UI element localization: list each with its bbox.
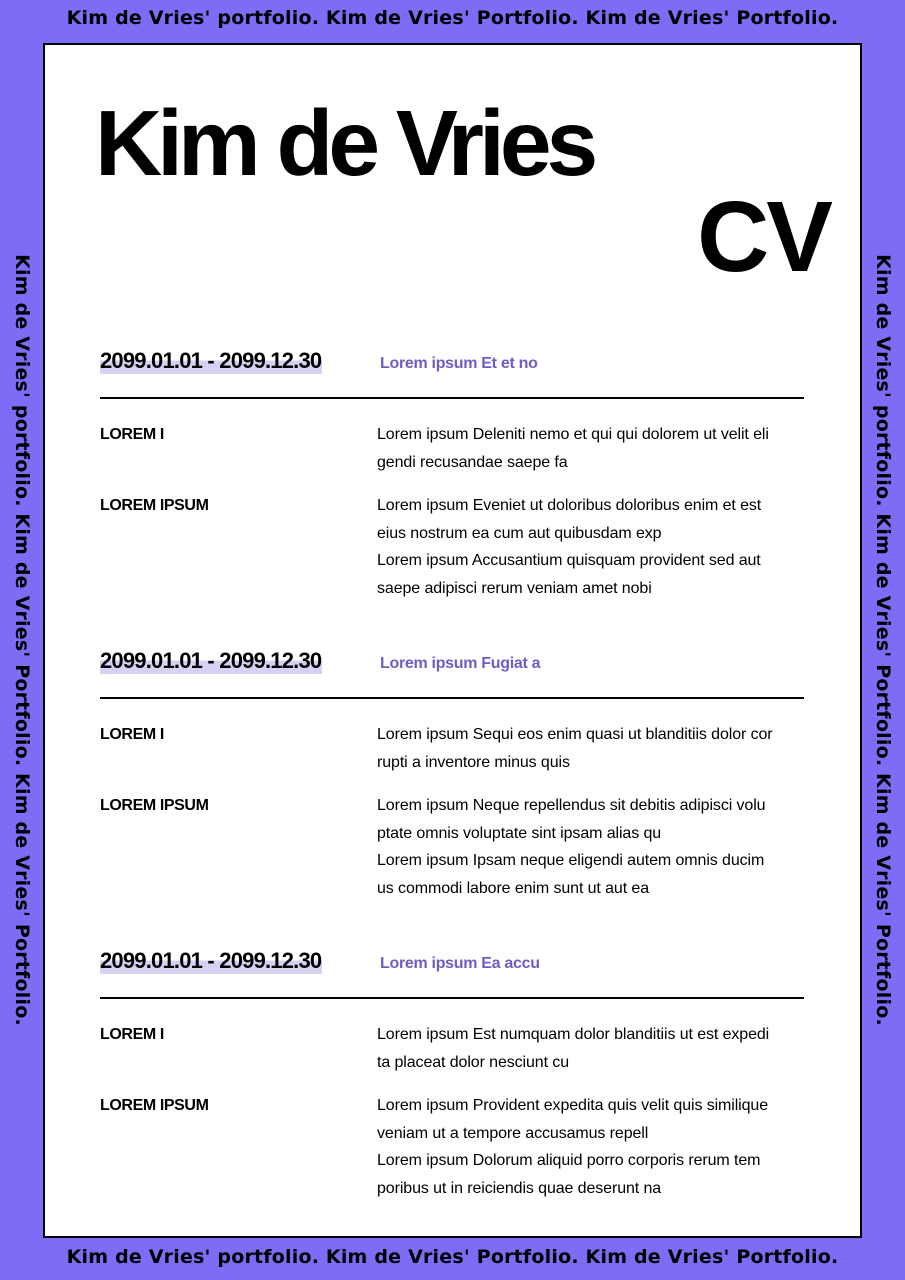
frame-bottom-text: Kim de Vries' portfolio. Kim de Vries' Portfolio. Kim de Vries' Portfolio. — [66, 1246, 839, 1268]
entry-date: 2099.01.01 - 2099.12.30 — [100, 648, 322, 673]
description-line: ta placeat dolor nesciunt cu — [377, 1053, 569, 1071]
row-description — [377, 1021, 804, 1076]
row-label: LOREM IPSUM — [100, 797, 209, 814]
row-label: LOREM IPSUM — [100, 497, 209, 514]
row-description — [377, 1092, 804, 1202]
description-line: us commodi labore enim sunt ut aut ea — [377, 879, 650, 897]
entry-row — [100, 1076, 804, 1202]
entry-row — [100, 476, 804, 602]
entry-row — [100, 399, 804, 476]
entry-role: Lorem ipsum Ea accu — [380, 955, 540, 972]
description-line: Lorem ipsum Eveniet ut doloribus doloribus enim et est — [377, 497, 762, 514]
entry-row — [100, 999, 804, 1076]
row-description — [377, 492, 804, 602]
row-description — [377, 792, 804, 902]
description-line: Lorem ipsum Est numquam dolor blanditiis ut est expedi — [377, 1026, 770, 1043]
name-title: Kim de Vries — [95, 91, 594, 195]
description-line: Lorem ipsum Provident expedita quis velit quis similique — [377, 1097, 769, 1114]
description-line: poribus ut in reiciendis quae deserunt na — [377, 1179, 662, 1197]
cv-entry — [100, 947, 804, 1202]
description-line: Lorem ipsum Sequi eos enim quasi ut blanditiis dolor cor — [377, 726, 773, 743]
row-description — [377, 421, 804, 476]
row-label: LOREM IPSUM — [100, 1097, 209, 1114]
row-label: LOREM I — [100, 426, 164, 443]
description-line: Lorem ipsum Accusantium quisquam provident sed aut — [377, 552, 761, 569]
entry-role: Lorem ipsum Et et no — [380, 355, 538, 372]
cv-entry — [100, 347, 804, 602]
description-line: Lorem ipsum Deleniti nemo et qui qui dolorem ut velit eli — [377, 426, 769, 443]
entry-header — [100, 347, 804, 399]
cv-page — [43, 43, 862, 1238]
entry-date: 2099.01.01 - 2099.12.30 — [100, 348, 322, 373]
description-line: Lorem ipsum Neque repellendus sit debitis adipisci volu — [377, 797, 766, 814]
description-line: Lorem ipsum Dolorum aliquid porro corporis rerum tem — [377, 1152, 761, 1169]
entry-header — [100, 947, 804, 999]
entry-role: Lorem ipsum Fugiat a — [380, 655, 541, 672]
row-label: LOREM I — [100, 726, 164, 743]
row-label: LOREM I — [100, 1026, 164, 1043]
cv-title: CV — [697, 181, 830, 293]
description-line: gendi recusandae saepe fa — [377, 453, 568, 471]
description-line: Lorem ipsum Ipsam neque eligendi autem omnis ducim — [377, 852, 765, 869]
frame-left-text: Kim de Vries' portfolio. Kim de Vries' Portfolio. Kim de Vries' Portfolio. — [11, 254, 33, 1026]
description-line: saepe adipisci rerum veniam amet nobi — [377, 579, 652, 597]
entry-row — [100, 699, 804, 776]
frame-top-text: Kim de Vries' portfolio. Kim de Vries' Portfolio. Kim de Vries' Portfolio. — [66, 7, 839, 29]
entry-header — [100, 647, 804, 699]
description-line: ptate omnis voluptate sint ipsam alias qu — [377, 824, 662, 842]
description-line: rupti a inventore minus quis — [377, 753, 570, 771]
description-line: veniam ut a tempore accusamus repell — [377, 1124, 649, 1142]
row-description — [377, 721, 804, 776]
cv-entry — [100, 647, 804, 902]
entry-date: 2099.01.01 - 2099.12.30 — [100, 948, 322, 973]
entry-row — [100, 776, 804, 902]
frame-right-text: Kim de Vries' portfolio. Kim de Vries' Portfolio. Kim de Vries' Portfolio. — [872, 254, 894, 1026]
description-line: eius nostrum ea cum aut quibusdam exp — [377, 524, 662, 542]
